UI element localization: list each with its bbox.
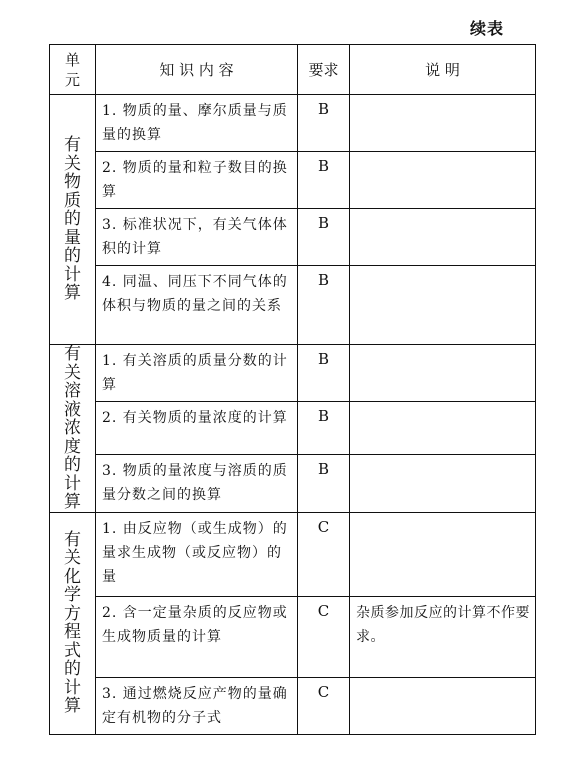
unit-char: 浓 (64, 418, 81, 438)
note-cell (350, 209, 536, 266)
header-unit (50, 45, 96, 95)
note-cell (350, 512, 536, 596)
unit-char: 计 (64, 473, 81, 494)
knowledge-table (49, 44, 536, 735)
unit-char: 关 (64, 362, 81, 383)
content-cell: 3. 物质的量浓度与溶质的质量分数之间的换算 (96, 455, 298, 512)
note-cell (350, 95, 536, 152)
requirement-cell: B (298, 345, 350, 402)
unit-char: 量 (64, 227, 81, 248)
requirement-cell: B (298, 266, 350, 345)
table-row (50, 209, 536, 266)
note-cell (350, 402, 536, 455)
unit-char: 算 (64, 283, 81, 304)
unit-cell (50, 345, 96, 513)
content-cell: 2. 有关物质的量浓度的计算 (96, 402, 298, 455)
table-row (50, 345, 536, 402)
unit-char: 程 (64, 622, 81, 642)
table-row (50, 455, 536, 512)
note-cell (350, 677, 536, 734)
table-row (50, 95, 536, 152)
unit-char: 溶 (64, 381, 81, 401)
unit-char: 的 (64, 246, 81, 267)
header-content: 知 识 内 容 (96, 45, 298, 95)
requirement-cell: B (298, 209, 350, 266)
header-unit-line2: 元 (64, 70, 80, 89)
content-cell: 1. 有关溶质的质量分数的计算 (96, 345, 298, 402)
unit-cell (50, 512, 96, 734)
content-cell: 2. 物质的量和粒子数目的换算 (96, 152, 298, 209)
unit-char: 算 (64, 492, 81, 512)
unit-char: 质 (64, 190, 81, 211)
note-cell (350, 455, 536, 512)
continued-table-label: 续表 (470, 19, 505, 38)
unit-char: 计 (64, 264, 81, 285)
unit-char: 计 (64, 677, 81, 698)
table-row (50, 402, 536, 455)
requirement-cell: B (298, 152, 350, 209)
note-cell (350, 266, 536, 345)
table-row (50, 512, 536, 596)
table-body (50, 95, 536, 735)
requirement-cell: C (298, 596, 350, 677)
unit-char: 有 (64, 344, 81, 364)
header-note: 说 明 (350, 45, 536, 95)
unit-char: 的 (64, 209, 81, 230)
note-cell (350, 345, 536, 402)
unit-char: 关 (64, 548, 81, 568)
content-cell: 4. 同温、同压下不同气体的体积与物质的量之间的关系 (96, 266, 298, 345)
content-cell: 1. 物质的量、摩尔质量与质量的换算 (96, 95, 298, 152)
unit-char: 度 (64, 436, 81, 457)
table-row (50, 266, 536, 345)
unit-cell (50, 95, 96, 345)
unit-char: 液 (64, 399, 81, 420)
unit-char: 的 (64, 455, 81, 475)
unit-char: 化 (64, 566, 81, 587)
unit-char: 关 (64, 153, 81, 174)
unit-char: 物 (64, 172, 81, 193)
content-cell: 3. 标准状况下，有关气体体积的计算 (96, 209, 298, 266)
header-unit-line1: 单 (64, 50, 80, 69)
header-requirement: 要求 (298, 45, 350, 95)
note-cell: 杂质参加反应的计算不作要求。 (350, 596, 536, 677)
unit-char: 算 (64, 696, 81, 716)
unit-char: 有 (64, 529, 81, 550)
content-cell: 2. 含一定量杂质的反应物或生成物质量的计算 (96, 596, 298, 677)
content-cell: 1. 由反应物（或生成物）的量求生成物（或反应物）的量 (96, 512, 298, 596)
unit-char: 的 (64, 659, 81, 679)
requirement-cell: B (298, 402, 350, 455)
requirement-cell: C (298, 677, 350, 734)
unit-char: 式 (64, 640, 81, 661)
table-row (50, 677, 536, 734)
table-row (50, 152, 536, 209)
unit-char: 学 (64, 585, 81, 605)
table-row (50, 596, 536, 677)
note-cell (350, 152, 536, 209)
requirement-cell: C (298, 512, 350, 596)
content-cell: 3. 通过燃烧反应产物的量确定有机物的分子式 (96, 677, 298, 734)
unit-char: 方 (64, 603, 81, 624)
unit-char: 有 (64, 135, 81, 156)
requirement-cell: B (298, 95, 350, 152)
requirement-cell: B (298, 455, 350, 512)
table-header-row (50, 45, 536, 95)
